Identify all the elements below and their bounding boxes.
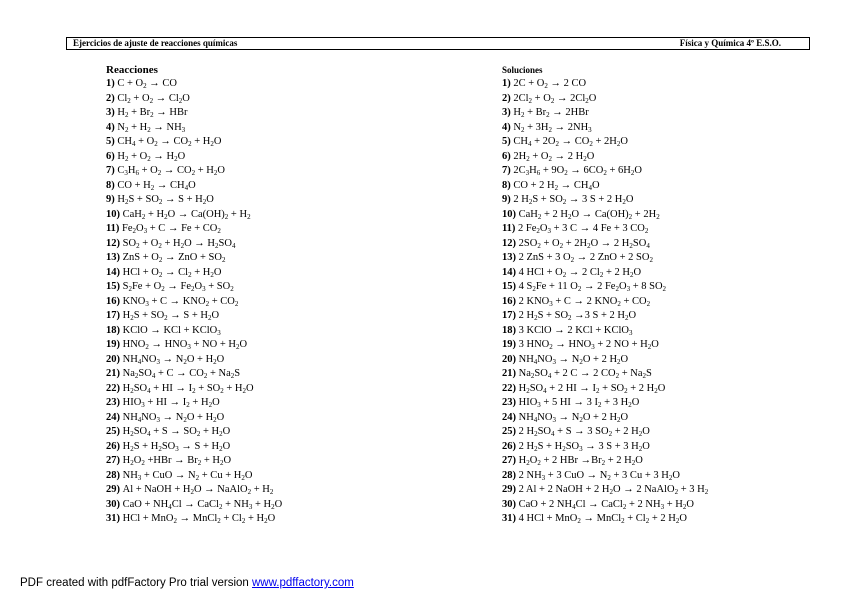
solution-equation: 2 $H_2S + H_2SO_3 \to 3$ S + 3 $H_2O$ — [518, 440, 650, 453]
reaction-number: 13) — [106, 252, 123, 263]
reaction-number: 18) — [106, 324, 123, 336]
reaction-equation: $H_2S + SO_2 \to S + H_2O$ — [117, 194, 214, 206]
solution-equation: $NH_4NO_3 \to N_2O + 2$ $H_2O$ — [518, 411, 629, 424]
solution-equation: 2 $NH_3 + 3$ CuO → $N_2 + 3$ Cu + 3 $H_2O$ — [518, 469, 680, 482]
solution-line — [502, 135, 708, 150]
solution-line — [502, 121, 708, 136]
reaction-equation: KClO → KCl + KClO$_3$ — [122, 324, 221, 337]
reaction-equation: $C + O_2$ → CO — [117, 78, 177, 90]
solution-line — [502, 454, 708, 469]
reaction-equation: $Na_2SO_4 + C \to CO_2 + Na_2S$ — [122, 368, 241, 380]
solution-number: 15) — [502, 281, 519, 292]
solution-line — [502, 295, 708, 310]
solution-number: 30) — [502, 498, 519, 510]
reactions-title: Reacciones — [106, 64, 158, 76]
page-header-box — [66, 37, 810, 50]
reaction-equation: $HIO_3$ + HI → $I_2 + H_2O$ — [122, 397, 220, 409]
reaction-line — [106, 280, 282, 295]
solution-number: 29) — [502, 484, 519, 495]
solution-line — [502, 309, 708, 324]
solutions-column — [502, 64, 708, 527]
reaction-line — [106, 266, 282, 281]
footer-link[interactable]: www.pdffactory.com — [252, 577, 354, 589]
reaction-equation: $CH_4 + O_2 \to CO_2 + H_2O$ — [117, 136, 222, 148]
reaction-equation: $H_2SO_4 + S \to SO_2 + H_2O$ — [122, 426, 231, 438]
pdf-footer — [20, 577, 354, 589]
reaction-number: 19) — [106, 339, 123, 350]
solution-number: 22) — [502, 382, 519, 394]
solution-line — [502, 77, 708, 92]
solution-line — [502, 512, 708, 527]
reaction-number: 25) — [106, 426, 123, 437]
footer-text: PDF created with pdfFactory Pro trial version — [20, 577, 252, 589]
reaction-line — [106, 411, 282, 426]
reaction-number: 31) — [106, 513, 123, 524]
reaction-number: 7) — [106, 165, 118, 176]
header-course: Física y Química 4º E.S.O. — [679, 38, 781, 48]
reaction-line — [106, 135, 282, 150]
reaction-line — [106, 512, 282, 527]
reaction-equation: HCl + MnO$_2$ → MnCl$_2$ + $Cl_2 + H_2O$ — [122, 513, 276, 525]
reaction-line — [106, 324, 282, 339]
solutions-title: Soluciones — [502, 65, 543, 75]
reaction-equation: $NH_4NO_3 \to N_2O + H_2O$ — [122, 353, 225, 366]
solution-line — [502, 324, 708, 339]
reaction-line — [106, 469, 282, 484]
reaction-number: 16) — [106, 295, 123, 307]
solution-equation: $N_2 + 3H_2 \to 2NH_3$ — [513, 121, 592, 134]
reaction-equation: $H_2S + H_2SO_3 \to S + H_2O$ — [122, 440, 231, 453]
solution-equation: 3 KClO → 2 KCl + KClO$_3$ — [518, 324, 633, 337]
solution-number: 11) — [502, 223, 519, 234]
reaction-equation: $Fe_2O_3 + C \to Fe + CO_2$ — [122, 223, 221, 235]
solution-number: 28) — [502, 469, 519, 481]
reaction-number: 20) — [106, 353, 123, 365]
solution-line — [502, 396, 708, 411]
reaction-number: 27) — [106, 455, 123, 466]
solution-number: 7) — [502, 165, 514, 176]
reaction-number: 10) — [106, 208, 123, 220]
solution-number: 1) — [502, 78, 514, 89]
reaction-number: 1) — [106, 78, 118, 89]
reaction-number: 30) — [106, 498, 123, 510]
solution-equation: $2Cl_2 + O_2 \to 2Cl_2O$ — [513, 92, 597, 105]
reaction-line — [106, 251, 282, 266]
reaction-line — [106, 193, 282, 208]
reaction-line — [106, 237, 282, 252]
reaction-equation: ZnS + $O_2$ → ZnO + $SO_2$ — [122, 252, 226, 264]
solution-number: 21) — [502, 368, 519, 379]
reactions-column — [106, 64, 282, 527]
reaction-equation: $Cl_2 + O_2 \to Cl_2O$ — [117, 92, 190, 105]
reaction-line — [106, 295, 282, 310]
solution-equation: 4 HCl + $O_2 \to 2$ $Cl_2 + 2$ $H_2O$ — [518, 266, 642, 279]
reaction-equation: $HNO_2 \to HNO_3$ + NO + $H_2O$ — [122, 339, 248, 351]
solution-line — [502, 382, 708, 397]
reaction-line — [106, 353, 282, 368]
solution-line — [502, 498, 708, 513]
reaction-number: 17) — [106, 310, 123, 321]
solution-equation: 2 $H_2S + SO_2 \to 3$ S + 2 $H_2O$ — [513, 194, 634, 206]
solution-line — [502, 106, 708, 121]
solution-equation: 2 $H_2S + SO_2 \to 3$ S + 2 $H_2O$ — [518, 310, 637, 322]
solution-equation: $Na_2SO_4 + 2$ C → 2 $CO_2 + Na_2S$ — [518, 368, 652, 380]
solution-line — [502, 440, 708, 455]
reaction-number: 3) — [106, 107, 118, 118]
solution-equation: $H_2 + Br_2 \to 2HBr$ — [513, 107, 589, 119]
reaction-number: 9) — [106, 194, 118, 205]
reaction-equation: $NH_4NO_3 \to N_2O + H_2O$ — [122, 411, 225, 424]
solution-number: 24) — [502, 411, 519, 423]
solution-number: 25) — [502, 426, 519, 437]
solution-number: 13) — [502, 252, 519, 263]
solution-equation: 2 $KNO_3 + C \to 2$ $KNO_2 + CO_2$ — [518, 295, 651, 308]
reaction-equation: HCl + $O_2 \to Cl_2 + H_2O$ — [122, 266, 222, 279]
reaction-line — [106, 454, 282, 469]
reaction-line — [106, 208, 282, 223]
reaction-line — [106, 367, 282, 382]
solution-line — [502, 193, 708, 208]
solution-number: 10) — [502, 208, 519, 220]
reaction-number: 28) — [106, 469, 123, 481]
solution-number: 4) — [502, 121, 514, 133]
solution-number: 14) — [502, 266, 519, 278]
reaction-line — [106, 121, 282, 136]
reaction-line — [106, 77, 282, 92]
reaction-equation: $CaH_2 + H_2O \to Ca(OH)_2 + H_2$ — [122, 208, 251, 221]
reaction-equation: $NH_3$ + CuO → $N_2 + Cu + H_2O$ — [122, 469, 253, 482]
reaction-number: 8) — [106, 179, 118, 191]
solution-equation: $H_2SO_4 + 2$ HI → $I_2 + SO_2 + 2$ $H_2O$ — [518, 382, 666, 395]
solution-number: 20) — [502, 353, 519, 365]
solution-line — [502, 237, 708, 252]
reaction-line — [106, 309, 282, 324]
reaction-number: 4) — [106, 121, 118, 133]
reaction-line — [106, 396, 282, 411]
reaction-number: 23) — [106, 397, 123, 408]
reaction-line — [106, 92, 282, 107]
reaction-line — [106, 425, 282, 440]
reaction-line — [106, 106, 282, 121]
reaction-equation: Al + NaOH + $H_2O$ → NaAlO$_2$ + $H_2$ — [122, 484, 274, 496]
reaction-number: 29) — [106, 484, 123, 495]
header-title: Ejercicios de ajuste de reacciones químicas — [73, 38, 238, 48]
reaction-equation: $H_2 + O_2 \to H_2O$ — [117, 150, 186, 163]
reaction-equation: $H_2SO_4$ + HI → $I_2 + SO_2 + H_2O$ — [122, 382, 254, 395]
reaction-number: 21) — [106, 368, 123, 379]
solution-line — [502, 208, 708, 223]
reaction-number: 26) — [106, 440, 123, 452]
reaction-number: 14) — [106, 266, 123, 278]
solution-line — [502, 164, 708, 179]
solution-line — [502, 150, 708, 165]
reaction-equation: CO + $H_2 \to CH_4O$ — [117, 179, 196, 192]
solution-equation: CaH$_2$ + 2 $H_2O \to Ca(OH)_2 + 2H_2$ — [518, 208, 660, 221]
solution-number: 26) — [502, 440, 519, 452]
reaction-equation: $KNO_3 + C \to KNO_2 + CO_2$ — [122, 295, 239, 308]
reaction-number: 5) — [106, 136, 118, 147]
solution-line — [502, 222, 708, 237]
reaction-number: 11) — [106, 223, 123, 234]
solution-number: 3) — [502, 107, 514, 118]
solution-equation: 3 $HNO_2 \to HNO_3 + 2$ NO + $H_2O$ — [518, 339, 659, 351]
reaction-number: 6) — [106, 150, 118, 162]
reaction-number: 2) — [106, 92, 118, 104]
solution-equation: $2C + O_2 \to 2$ CO — [513, 78, 587, 90]
reaction-equation: $H_2 + Br_2$ → HBr — [117, 107, 188, 119]
solution-number: 6) — [502, 150, 514, 162]
solution-equation: $H_2O_2 + 2$ HBr $\to Br_2 + 2$ $H_2O$ — [518, 455, 643, 467]
reaction-line — [106, 150, 282, 165]
reaction-line — [106, 440, 282, 455]
solution-line — [502, 251, 708, 266]
solution-line — [502, 280, 708, 295]
solution-line — [502, 338, 708, 353]
solutions-list — [502, 77, 708, 527]
solution-line — [502, 353, 708, 368]
reaction-line — [106, 222, 282, 237]
solution-number: 9) — [502, 194, 514, 205]
solution-equation: $NH_4NO_3 \to N_2O + 2$ $H_2O$ — [518, 353, 629, 366]
reaction-line — [106, 382, 282, 397]
solution-equation: 4 HCl + MnO$_2$ → MnCl$_2$ + $Cl_2 + 2$ $H_2O$ — [518, 513, 687, 525]
reaction-number: 24) — [106, 411, 123, 423]
solution-number: 2) — [502, 92, 514, 104]
solution-equation: CO + 2 $H_2 \to CH_4O$ — [513, 179, 600, 192]
reaction-number: 15) — [106, 281, 123, 292]
solution-equation: $2H_2 + O_2 \to 2$ $H_2O$ — [513, 150, 595, 163]
reaction-equation: $H_2S + SO_2 \to S + H_2O$ — [122, 310, 220, 322]
solution-equation: 2 $Fe_2O_3 + 3$ C → 4 Fe + 3 $CO_2$ — [518, 223, 649, 235]
reaction-line — [106, 164, 282, 179]
solution-line — [502, 179, 708, 194]
reaction-number: 22) — [106, 382, 123, 394]
solution-equation: 2 ZnS + 3 $O_2 \to 2$ ZnO + 2 $SO_2$ — [518, 252, 653, 264]
solution-number: 23) — [502, 397, 519, 408]
solution-number: 5) — [502, 136, 514, 147]
solution-line — [502, 425, 708, 440]
reaction-line — [106, 179, 282, 194]
reaction-number: 12) — [106, 237, 123, 249]
reaction-equation: $S_2Fe + O_2 \to Fe_2O_3 + SO_2$ — [122, 281, 234, 293]
solution-number: 12) — [502, 237, 519, 249]
reaction-line — [106, 498, 282, 513]
reaction-equation: $SO_2 + O_2 + H_2O \to H_2SO_4$ — [122, 237, 236, 250]
solution-line — [502, 92, 708, 107]
solution-equation: 2 $H_2SO_4 + S \to 3$ $SO_2 + 2$ $H_2O$ — [518, 426, 650, 438]
reaction-line — [106, 483, 282, 498]
solution-equation: $2C_3H_6 + 9O_2 \to 6CO_2 + 6H_2O$ — [513, 165, 642, 177]
reactions-list — [106, 77, 282, 527]
reaction-equation: $N_2 + H_2 \to NH_3$ — [117, 121, 186, 134]
solution-number: 17) — [502, 310, 519, 321]
solution-equation: $HIO_3 + 5$ HI → 3 $I_2 + 3$ $H_2O$ — [518, 397, 640, 409]
solution-line — [502, 266, 708, 281]
solution-line — [502, 411, 708, 426]
reaction-line — [106, 338, 282, 353]
solution-number: 27) — [502, 455, 519, 466]
reaction-equation: $H_2O_2 +HBr \to Br_2 + H_2O$ — [122, 455, 232, 467]
solution-number: 8) — [502, 179, 514, 191]
solution-number: 31) — [502, 513, 519, 524]
solution-equation: $CH_4 + 2O_2 \to CO_2 + 2H_2O$ — [513, 136, 628, 148]
solution-equation: CaO + 2 $NH_4Cl$ → CaCl$_2$ + 2 $NH_3 + H_2O$ — [518, 498, 694, 511]
solution-number: 19) — [502, 339, 519, 350]
reaction-equation: $C_3H_6 + O_2 \to CO_2 + H_2O$ — [117, 165, 225, 177]
solution-number: 18) — [502, 324, 519, 336]
solution-line — [502, 483, 708, 498]
solution-line — [502, 469, 708, 484]
solution-equation: 2 Al + 2 NaOH + 2 $H_2O \to 2$ NaAlO$_2$ + 3 $H_2$ — [518, 484, 709, 496]
solution-equation: $2SO_2 + O_2 + 2H_2O \to 2$ $H_2SO_4$ — [518, 237, 650, 250]
reaction-equation: CaO + $NH_4Cl$ → CaCl$_2$ + $NH_3 + H_2O$ — [122, 498, 283, 511]
solution-line — [502, 367, 708, 382]
solution-number: 16) — [502, 295, 519, 307]
solution-equation: 4 $S_2Fe + 11$ $O_2 \to 2$ $Fe_2O_3 + 8$ $SO_2$ — [518, 281, 667, 293]
